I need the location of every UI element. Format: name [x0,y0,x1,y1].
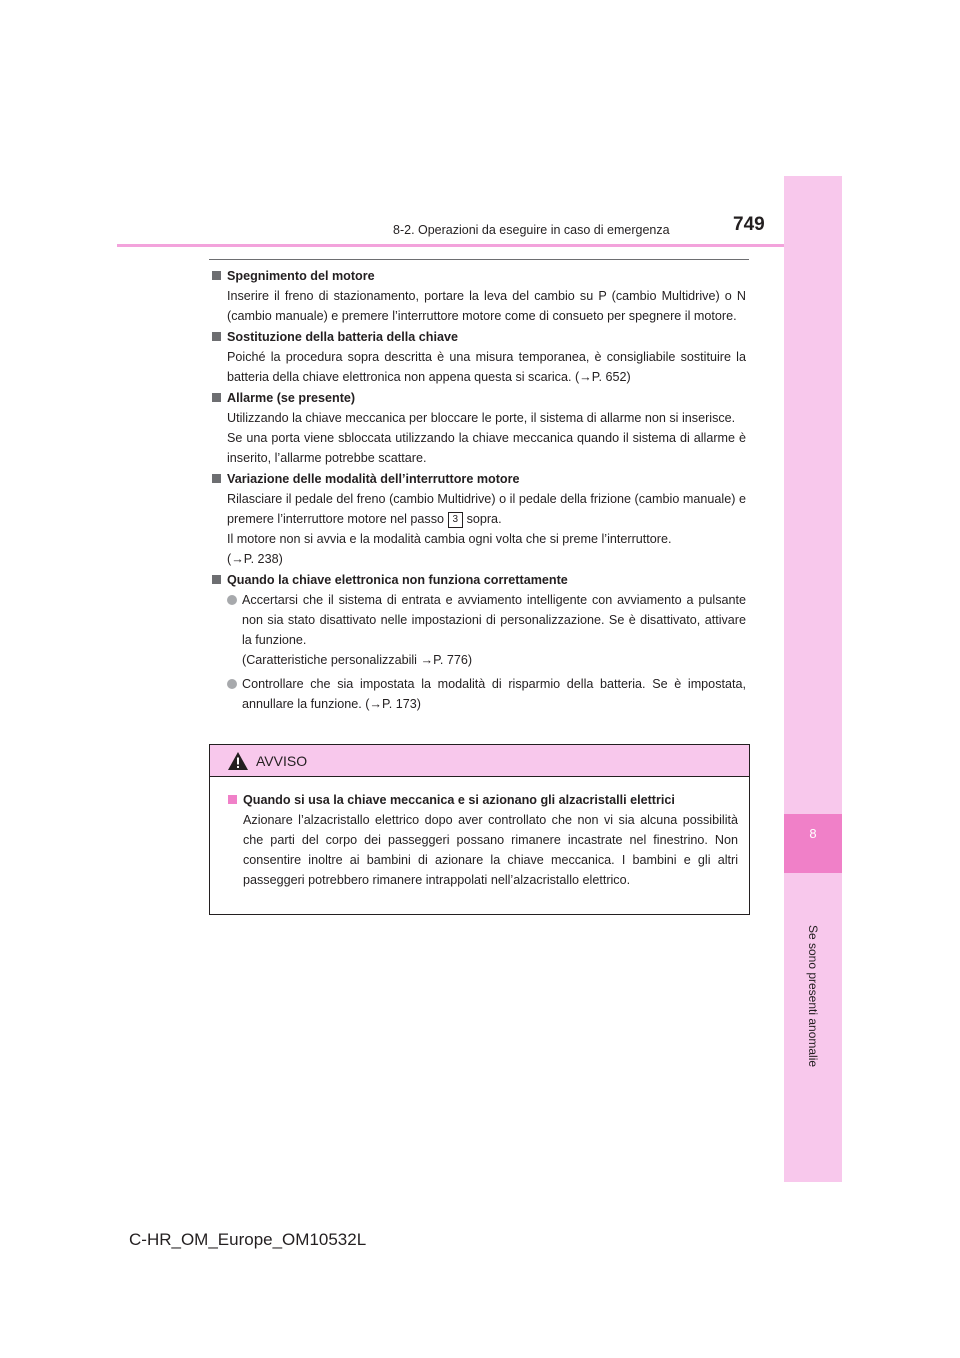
chapter-title: Se sono presenti anomalie [806,924,820,1068]
square-bullet-icon [228,795,237,804]
warning-heading: Quando si usa la chiave meccanica e si azionano gli alzacristalli elettrici [243,793,675,807]
section-body-after-step: sopra. [466,512,502,526]
round-bullet-icon [227,595,237,605]
content-top-rule [209,259,749,260]
section-heading: Variazione delle modalità dell’interruttore motore [227,472,520,486]
section-body: Poiché la procedura sopra descritta è una misura temporanea, è consigliabile sostituire la batteria della chiave elettronica non appena questa si scarica. (→P. 652) [227,350,746,384]
square-bullet-icon [212,332,221,341]
section-engine-switch-modes [211,469,746,569]
step-number-box: 3 [448,512,464,528]
document-id: C-HR_OM_Europe_OM10532L [129,1230,367,1249]
chapter-number: 8 [809,826,817,841]
section-body: Rilasciare il pedale del freno (cambio Multidrive) o il pedale della frizione (cambio manuale) e premere l’interruttore motore nel passo [227,492,746,526]
list-item: Accertarsi che il sistema di entrata e avviamento intelligente con avviamento a pulsante non sia stato disattivato nelle impostazioni di personalizzazione. Se è disattivato, attivare la funzione. [211,590,746,650]
section-body-line: Il motore non si avvia e la modalità cambia ogni volta che si preme l’interruttore. [227,532,672,546]
round-bullet-icon [227,679,237,689]
square-bullet-icon [212,575,221,584]
section-key-battery [211,327,746,387]
section-heading: Sostituzione della batteria della chiave [227,330,458,344]
page-reference: (→P. 238) [227,552,283,566]
content-column [211,266,746,715]
chapter-tab-active [784,814,842,873]
square-bullet-icon [212,271,221,280]
warning-content [227,790,738,890]
section-heading: Quando la chiave elettronica non funziona correttamente [227,573,568,587]
section-key-malfunction [211,570,746,714]
warning-body: Azionare l’alzacristallo elettrico dopo aver controllato che non vi sia alcuna possibilità che parti del corpo dei passeggeri possano rimanere incastrate nel finestrino. Non consentire inoltre ai bambini di azionare la chiave meccanica. I bambini e gli altri passeggeri potrebbero rimanere intrappolati nell’alzacristallo elettrico. [243,813,738,887]
square-bullet-icon [212,474,221,483]
header-divider [117,244,784,247]
section-body-line: Utilizzando la chiave meccanica per bloccare le porte, il sistema di allarme non si inserisce. [227,411,736,425]
warning-header [210,745,749,777]
warning-box [209,744,750,915]
section-engine-off [211,266,746,326]
section-heading: Spegnimento del motore [227,269,375,283]
section-body-line: Se una porta viene sbloccata utilizzando la chiave meccanica quando il sistema di allarme è inserito, l’allarme potrebbe scattare. [227,431,746,465]
section-title: 8-2. Operazioni da eseguire in caso di emergenza [393,223,670,237]
square-bullet-icon [212,393,221,402]
section-heading: Allarme (se presente) [227,391,356,405]
list-item: Controllare che sia impostata la modalità di risparmio della batteria. Se è impostata, annullare la funzione. (→P. 173) [211,674,746,714]
section-alarm [211,388,746,468]
page-number: 749 [733,214,765,235]
warning-label: AVVISO [256,753,308,769]
warning-triangle-icon [227,751,249,771]
section-body: Inserire il freno di stazionamento, portare la leva del cambio su P (cambio Multidrive) o N (cambio manuale) e premere l’interruttore motore come di consueto per spegnere il motore. [227,289,746,323]
page-reference: (Caratteristiche personalizzabili →P. 776) [242,653,473,667]
